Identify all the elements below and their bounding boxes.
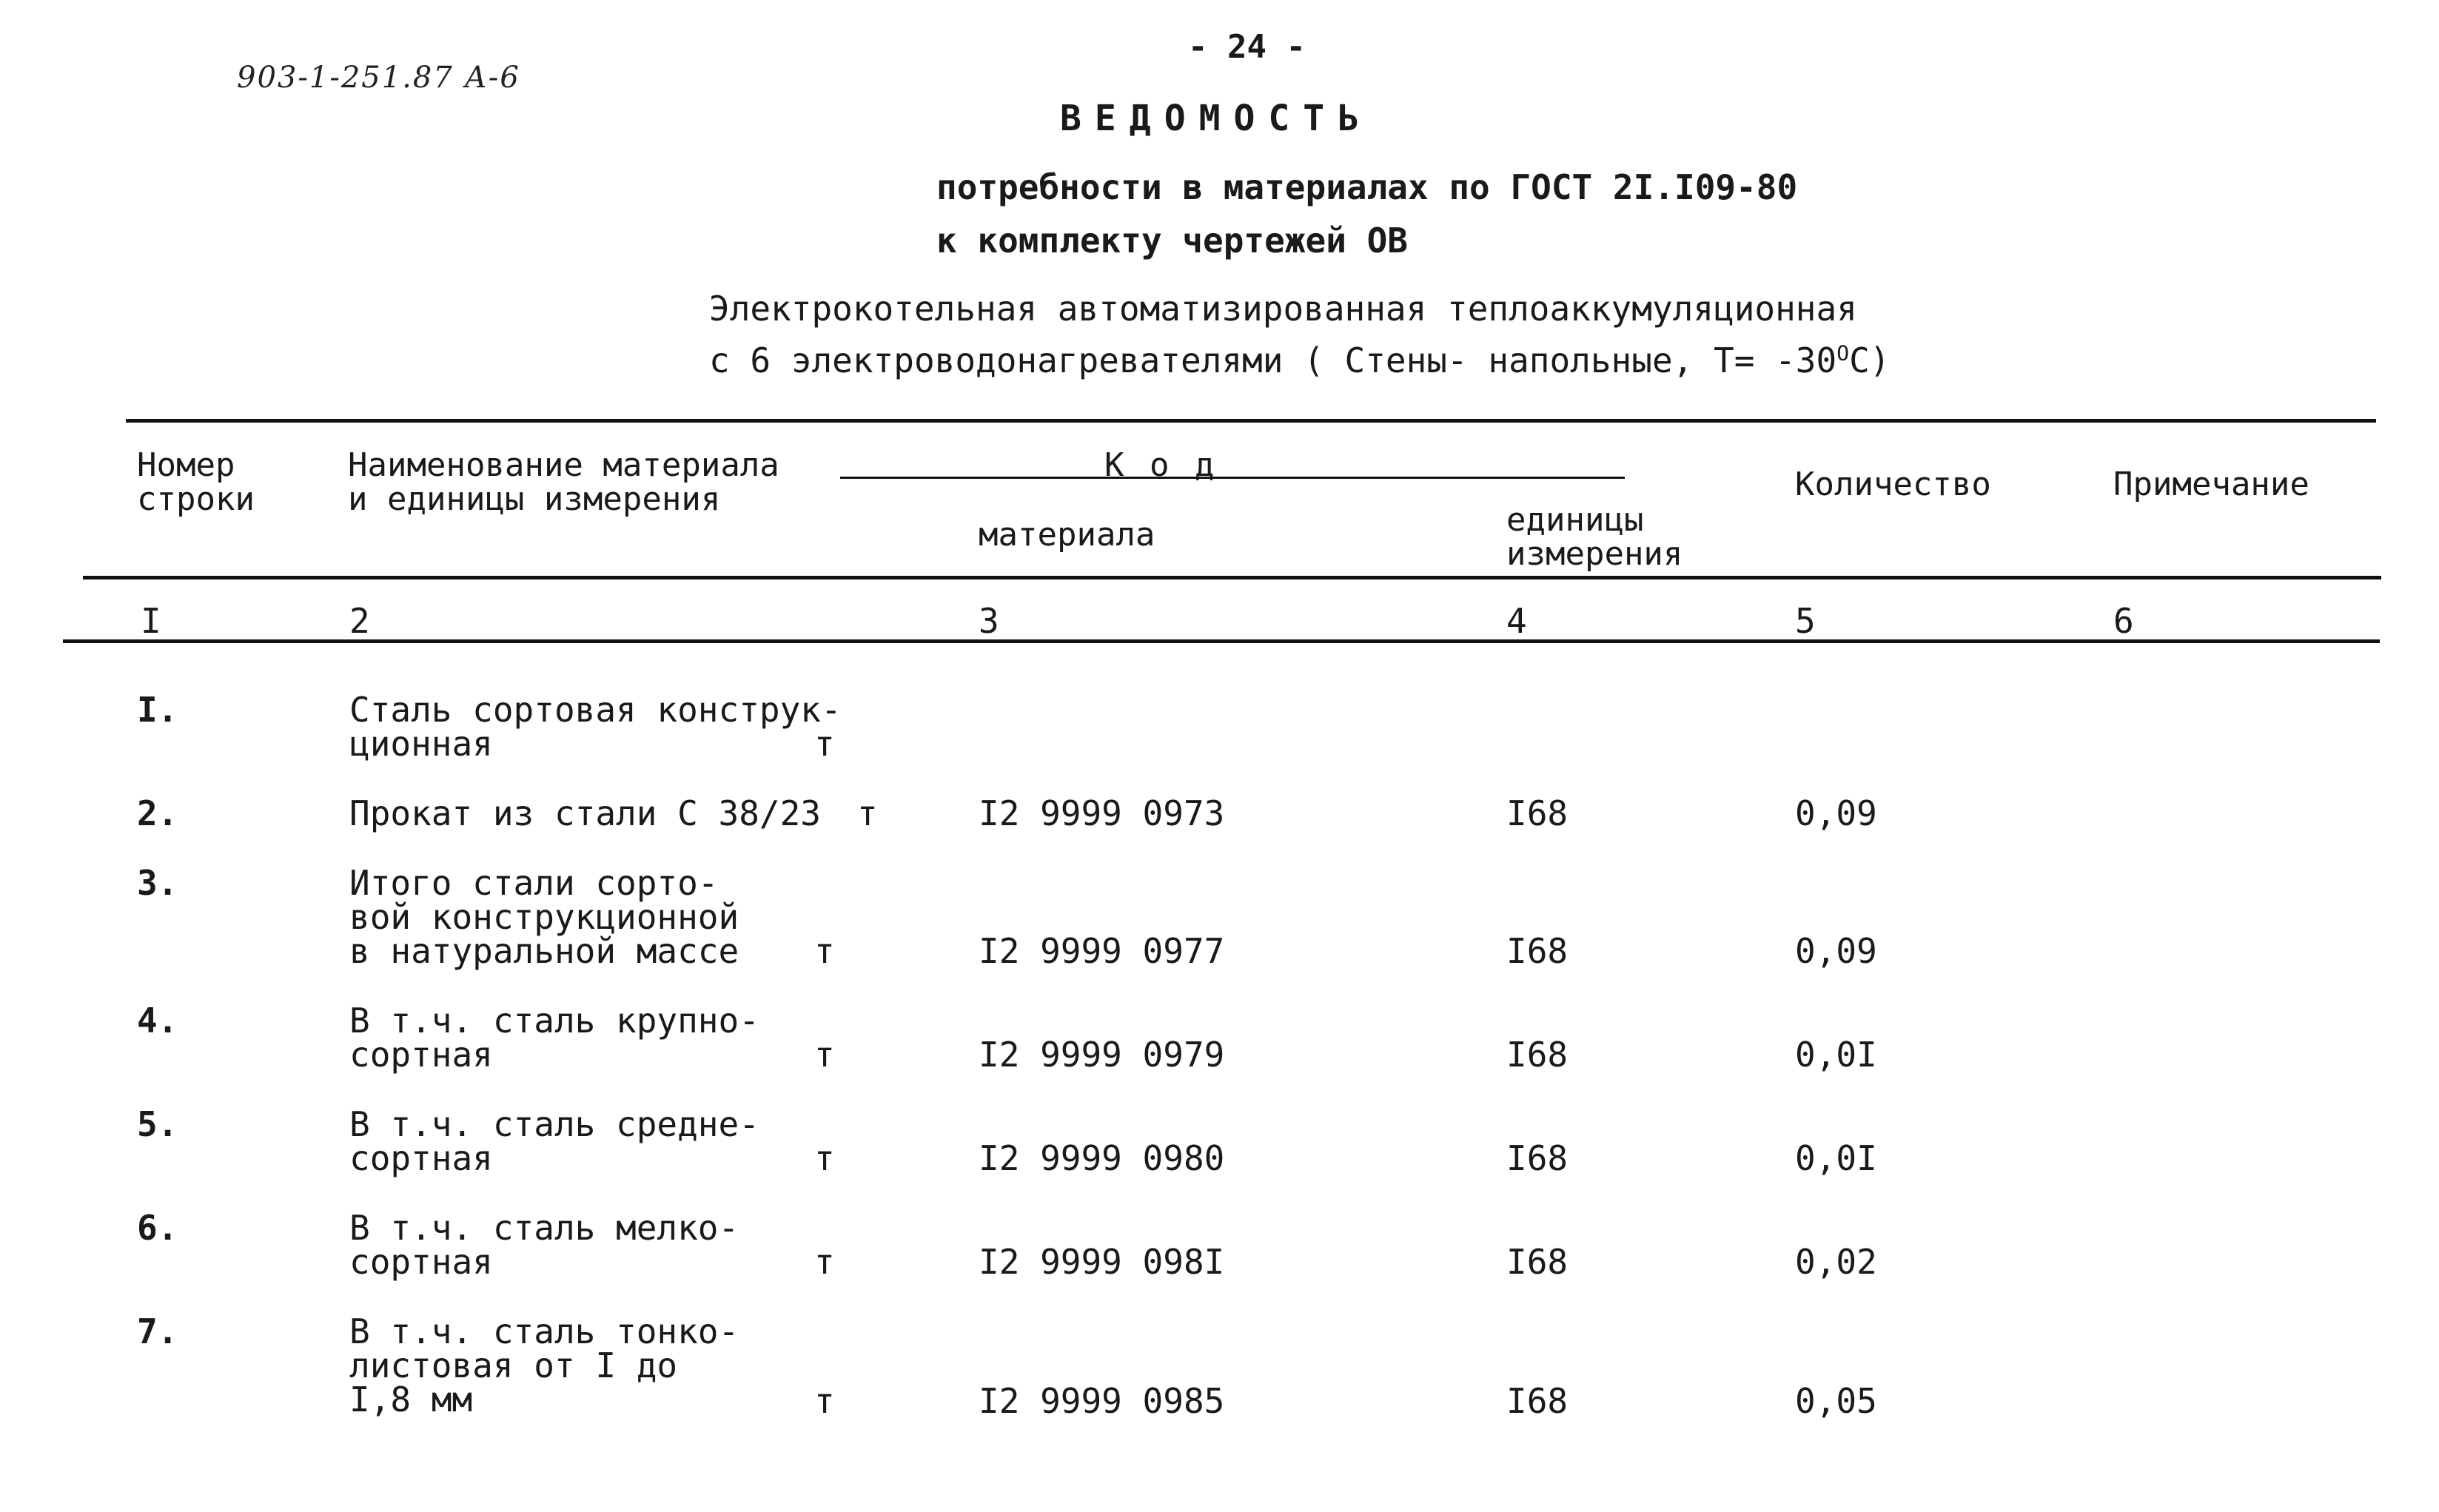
unit: т: [814, 724, 835, 764]
quantity: 0,09: [1795, 931, 1877, 971]
quantity: 0,09: [1795, 793, 1877, 833]
unit-code: I68: [1506, 1242, 1569, 1282]
material-code: I2 9999 0980: [979, 1138, 1225, 1178]
code-header-rule: [840, 477, 1625, 479]
unit: т: [814, 931, 835, 971]
handwritten-reference: 903-1-251.87 А-6: [237, 61, 520, 95]
row-number: 6.: [137, 1208, 178, 1248]
object-line-2: с 6 электроводонагревателями ( Стены- напольные, $Т= -30^ОС$): [709, 340, 1891, 380]
unit-code: I68: [1506, 931, 1569, 971]
subtitle-line-1: потребности в материалах по ГОСТ 2I.I09-80: [936, 167, 1798, 207]
header-bottom-rule: [83, 576, 2381, 579]
material-name: В т.ч. сталь мелко- сортная: [349, 1208, 739, 1282]
row-number: 3.: [137, 863, 178, 903]
row-number: 7.: [137, 1311, 178, 1351]
header-unit-code: единицы измерения: [1506, 501, 1683, 573]
page-number: - 24 -: [1188, 28, 1306, 66]
unit-code: I68: [1506, 793, 1569, 833]
column-number-3: 3: [979, 601, 999, 641]
quantity: 0,02: [1795, 1242, 1877, 1282]
column-number-rule: [63, 639, 2380, 643]
material-name: Прокат из стали С 38/23: [349, 793, 821, 833]
unit-code: I68: [1506, 1138, 1569, 1178]
material-name: В т.ч. сталь средне- сортная: [349, 1104, 759, 1178]
header-material-name: Наименование материала и единицы измерения: [348, 446, 779, 518]
row-number: 4.: [137, 1001, 178, 1041]
material-name: В т.ч. сталь тонко- листовая от I до I,8 мм: [349, 1311, 739, 1419]
header-code: К о д: [1104, 446, 1218, 484]
unit-code: I68: [1506, 1035, 1569, 1075]
quantity: 0,05: [1795, 1381, 1877, 1421]
material-code: I2 9999 0977: [979, 931, 1225, 971]
row-number: I.: [137, 690, 178, 730]
column-number-4: 4: [1506, 601, 1527, 641]
subtitle-line-2: к комплекту чертежей ОВ: [936, 221, 1408, 261]
material-code: I2 9999 0985: [979, 1381, 1225, 1421]
unit: т: [814, 1035, 835, 1075]
material-code: I2 9999 0973: [979, 793, 1225, 833]
header-quantity: Количество: [1795, 466, 1991, 503]
document-title: ВЕДОМОСТЬ: [1060, 98, 1373, 139]
column-number-2: 2: [349, 601, 370, 641]
column-number-6: 6: [2113, 601, 2134, 641]
material-code: I2 9999 098I: [979, 1242, 1225, 1282]
row-number: 2.: [137, 793, 178, 833]
unit: т: [814, 1138, 835, 1178]
table-top-rule: [126, 419, 2376, 423]
unit: т: [857, 793, 878, 833]
quantity: 0,0I: [1795, 1035, 1877, 1075]
column-number-1: I: [141, 601, 161, 641]
object-line-1: Электрокотельная автоматизированная теплоаккумуляционная: [709, 289, 1857, 329]
header-row-number: Номер строки: [137, 446, 255, 518]
unit: т: [814, 1381, 835, 1421]
unit: т: [814, 1242, 835, 1282]
material-name: Сталь сортовая конструк- ционная: [349, 690, 842, 764]
header-note: Примечание: [2113, 466, 2309, 503]
material-code: I2 9999 0979: [979, 1035, 1225, 1075]
material-name: Итого стали сорто- вой конструкционной в натуральной массе: [349, 863, 739, 971]
column-number-5: 5: [1795, 601, 1816, 641]
quantity: 0,0I: [1795, 1138, 1877, 1178]
row-number: 5.: [137, 1104, 178, 1144]
material-name: В т.ч. сталь крупно- сортная: [349, 1001, 759, 1075]
unit-code: I68: [1506, 1381, 1569, 1421]
header-material-code: материала: [979, 516, 1155, 554]
